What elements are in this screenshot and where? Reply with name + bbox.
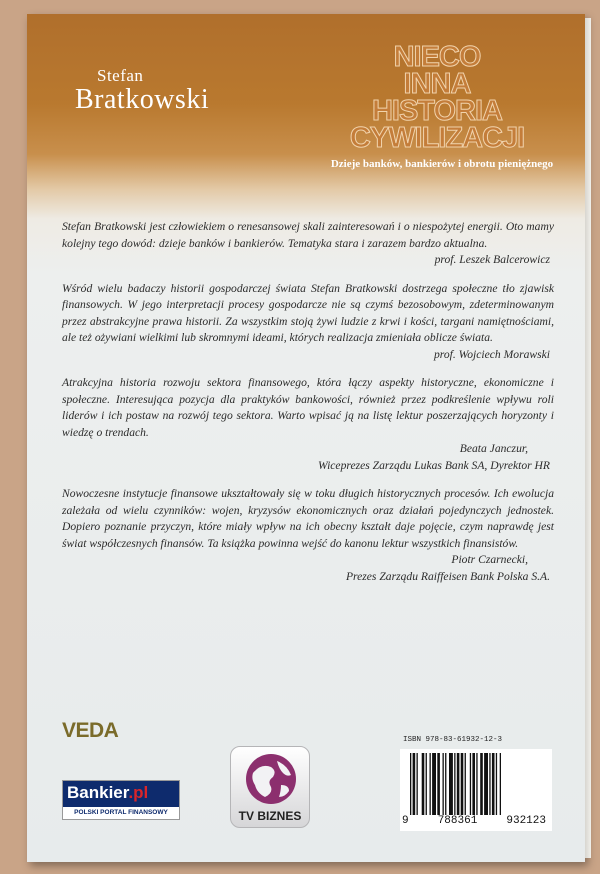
blurbs [62,219,554,597]
blurb [62,486,554,585]
title-line: HISTORIA [371,95,503,127]
book-subtitle: Dzieje banków, bankierów i obrotu pieniężnego [330,158,554,170]
bankier-logo [62,780,180,820]
tv-biznes-label: TV BIZNES [238,809,302,823]
blurb [62,281,554,364]
blurb [62,375,554,474]
barcode-digit-group: 788361 [437,815,478,827]
blurb-attribution: prof. Wojciech Morawski [433,347,550,361]
veda-logo: VEDA [62,719,119,742]
bankier-tagline: POLSKI PORTAL FINANSOWY [74,809,168,816]
barcode [400,749,552,831]
bankier-domain: .pl [128,783,149,802]
blurb-text: Atrakcyjna historia rozwoju sektora finansowego, która łączy aspekty historyczne, ekonomiczne i społeczne. Interesująca pozycja dla praktyków bankowości, również przez podkreślenie wpływu roli liderów i ich postaw na rozwój tego sektora. Warto wpisać ją na listę lektur poszerzających horyzonty i wiedzę o trendach. [62,376,554,439]
blurb-attribution-role: Prezes Zarządu Raiffeisen Bank Polska S.A. [345,569,550,583]
book-back-cover [27,14,585,862]
title-line: INNA [403,68,471,100]
bankier-wordmark: Bankier [67,783,129,802]
author-last-name: Bratkowski [75,84,210,115]
author-name [75,66,209,114]
globe-icon [243,751,299,807]
isbn-label: ISBN 978-83-61932-12-3 [403,736,503,744]
blurb-text: Wśród wielu badaczy historii gospodarczej świata Stefan Bratkowski dostrzega społeczne tło zjawisk finansowych. W jego interpretacji procesy gospodarcze nie są czymś bezosobowym, zdeterminowanym przez abstrakcyjne prawa historii. Za wszystkim stoją żywi ludzie z krwi i kości, targani namiętnościami, ale też ożywiani wielkimi lub skromnymi ideami, których realizacja zmieniała oblicze świata. [62,281,554,344]
blurb-attribution-role: Wiceprezes Zarządu Lukas Bank SA, Dyrektor HR [318,458,550,472]
barcode-digit-group: 932123 [506,815,546,827]
blurb [62,219,554,269]
blurb-text: Nowoczesne instytucje finansowe ukształtowały się w toku długich historycznych procesów. Ich ewolucja zależała od wielu czynników: wojen, kryzysów ekonomicznych oraz działań pojedynczych jednostek. Dopiero poznanie przyczyn, które miały wpływ na ich obecny kształt daje pojęcie, czym naprawdę jest świat współczesnych finansów. Ta książka powinna wejść do kanonu lektur wszystkich finansistów. [62,487,554,550]
blurb-attribution: prof. Leszek Balcerowicz [434,253,550,266]
blurb-attribution-name: Piotr Czarnecki, [451,553,528,566]
blurb-text: Stefan Bratkowski jest człowiekiem o renesansowej skali zainteresowań i o niespożytej energii. Oto mamy kolejny tego dowód: dzieje banków i bankierów. Tematyka stara i zarazem bardzo aktualna. [62,220,554,250]
book-title [297,41,577,170]
title-line: NIECO [393,41,481,73]
blurb-attribution-name: Beata Janczur, [459,442,528,455]
page-edge [585,18,591,858]
tv-biznes-logo [230,746,310,828]
barcode-digit-group: 9 [402,815,409,827]
title-line: CYWILIZACJI [349,122,525,154]
barcode-bars [408,753,546,815]
barcode-digits [400,815,552,827]
author-first-name: Stefan [97,66,144,85]
